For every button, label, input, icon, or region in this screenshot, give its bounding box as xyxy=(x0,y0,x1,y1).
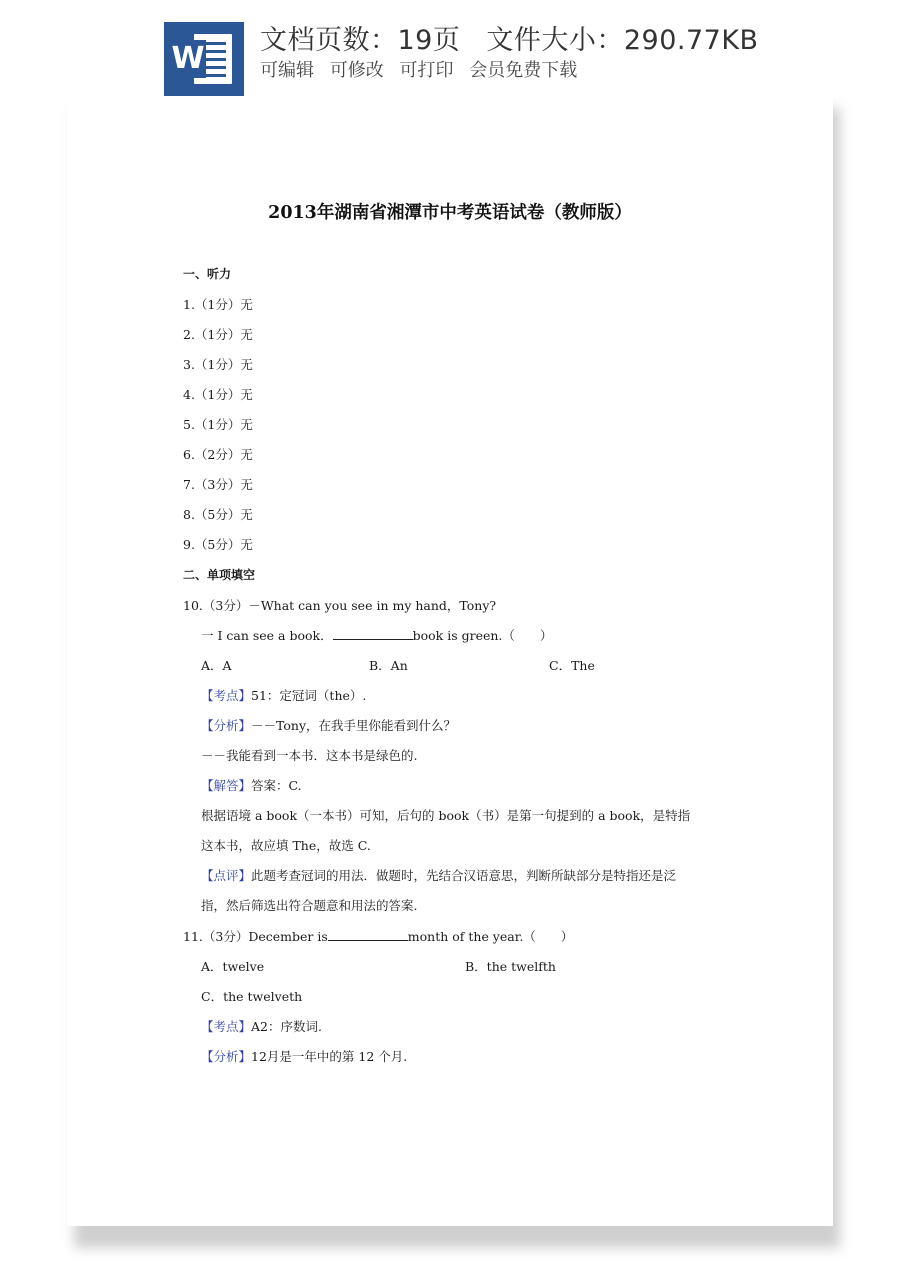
listening-item: 6.（2分）无 xyxy=(183,447,253,462)
q10-jieda-3: 这本书，故应填 The，故选 C. xyxy=(201,838,371,853)
option-a: A．twelve xyxy=(201,959,265,974)
question-10-line2: 一 I can see a book． book is green.（ ） xyxy=(201,628,553,643)
q10-jieda: 【解答】答案：C. xyxy=(201,778,302,793)
answer-blank xyxy=(333,627,413,640)
download-banner xyxy=(0,0,900,100)
q11-fenxi: 【分析】12月是一年中的第 12 个月. xyxy=(201,1049,408,1064)
listening-item: 7.（3分）无 xyxy=(183,477,253,492)
page-count: 文档页数：19页 xyxy=(260,25,461,56)
q10-jieda-2: 根据语境 a book（一本书）可知，后句的 book（书）是第一句提到的 a book，是特指 xyxy=(201,808,691,823)
listening-item: 4.（1分）无 xyxy=(183,387,253,402)
answer-blank xyxy=(328,928,408,941)
word-logo-letter: W xyxy=(171,41,205,76)
section-single-choice: 二、单项填空 xyxy=(183,568,256,582)
question-10-stem: 10.（3分）－What can you see in my hand，Tony? xyxy=(183,598,497,613)
feature-member-download: 会员免费下载 xyxy=(469,60,578,81)
option-c: C．the twelveth xyxy=(201,989,303,1004)
listening-item: 1.（1分）无 xyxy=(183,297,253,312)
fenxi-tag: 【分析】 xyxy=(201,1049,252,1064)
option-a: A．A xyxy=(201,658,232,673)
listening-item: 9.（5分）无 xyxy=(183,537,253,552)
option-c: C．The xyxy=(549,658,595,673)
q10-fenxi: 【分析】－－Tony，在我手里你能看到什么？ xyxy=(201,718,457,733)
question-11-stem: 11.（3分）December is month of the year.（ ） xyxy=(183,929,574,944)
listening-item: 8.（5分）无 xyxy=(183,507,253,522)
kaodian-tag: 【考点】 xyxy=(201,1019,252,1034)
fenxi-tag: 【分析】 xyxy=(201,718,252,733)
dianping-tag: 【点评】 xyxy=(201,868,252,883)
option-b: B．An xyxy=(369,658,408,673)
q11-kaodian: 【考点】A2：序数词. xyxy=(201,1019,322,1034)
file-size: 文件大小：290.77KB xyxy=(486,25,759,56)
document-page xyxy=(67,96,833,1226)
word-file-icon xyxy=(164,22,244,96)
q10-dianping: 【点评】此题考查冠词的用法．做题时，先结合汉语意思，判断所缺部分是特指还是泛 xyxy=(201,868,677,883)
listening-item: 3.（1分）无 xyxy=(183,357,253,372)
section-listening: 一、听力 xyxy=(183,267,232,281)
document-title: 2013年湖南省湘潭市中考英语试卷（教师版） xyxy=(268,203,632,223)
jieda-tag: 【解答】 xyxy=(201,778,252,793)
feature-modifiable: 可修改 xyxy=(329,60,384,81)
q10-dianping-2: 指，然后筛选出符合题意和用法的答案. xyxy=(201,898,418,913)
feature-printable: 可打印 xyxy=(399,60,454,81)
listening-item: 5.（1分）无 xyxy=(183,417,253,432)
listening-item: 2.（1分）无 xyxy=(183,327,253,342)
q10-fenxi-2: －－我能看到一本书．这本书是绿色的. xyxy=(201,748,418,763)
kaodian-tag: 【考点】 xyxy=(201,688,252,703)
feature-editable: 可编辑 xyxy=(260,60,314,81)
option-b: B．the twelfth xyxy=(465,959,556,974)
q10-kaodian: 【考点】51：定冠词（the）. xyxy=(201,688,367,703)
